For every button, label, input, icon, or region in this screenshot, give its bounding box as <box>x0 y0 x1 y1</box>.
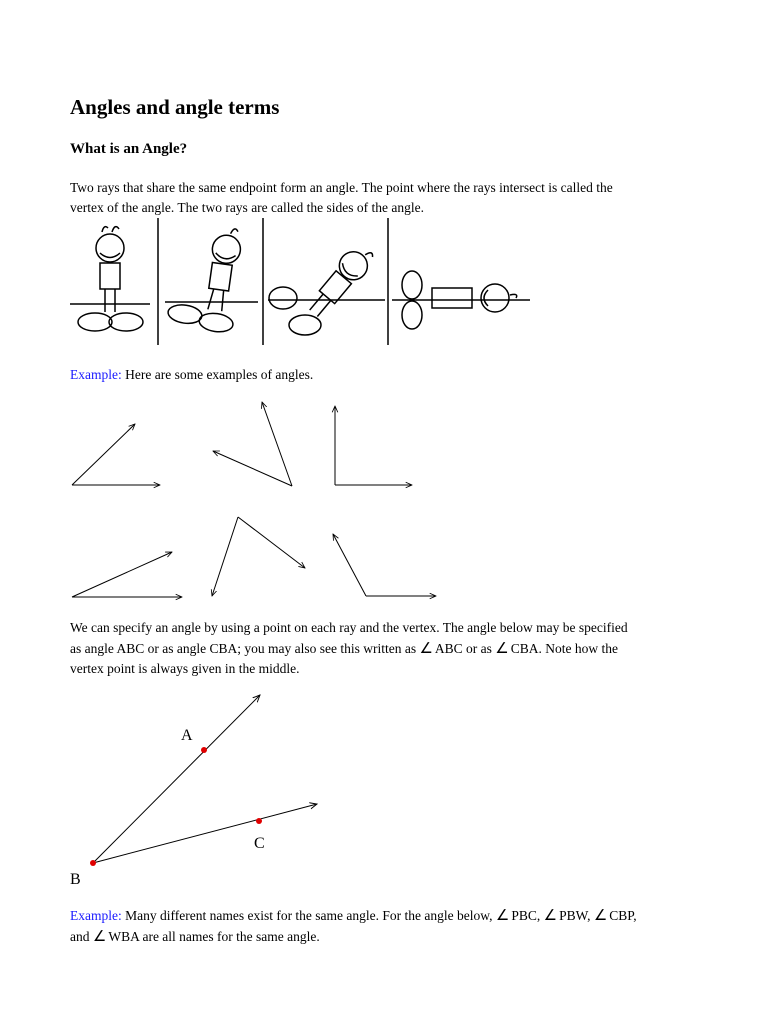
point-c <box>256 818 262 824</box>
intro-line: vertex of the angle. The two rays are called the sides of the angle. <box>70 200 424 215</box>
angle-icon: ∠ <box>92 927 107 945</box>
specify-paragraph: We can specify an angle by using a point on each ray and the vertex. The angle below may be specified as angle ABC or as angle CBA; you may also see this written as ∠ ABC or as ∠ CBA. Note how the vertex point is always given in the middle. <box>70 618 730 679</box>
label-b: B <box>70 871 81 888</box>
example-text: Here are some examples of angles. <box>121 367 314 382</box>
angle-icon: ∠ <box>593 906 608 924</box>
label-a: A <box>181 727 193 744</box>
angle-icon: ∠ <box>495 639 509 657</box>
ray-bc <box>93 804 317 863</box>
point-a <box>201 747 207 753</box>
angle-icon: ∠ <box>419 639 433 657</box>
specify-line: We can specify an angle by using a point on each ray and the vertex. The angle below may be specified <box>70 620 628 635</box>
angle-icon: ∠ <box>543 906 558 924</box>
point-b-vertex <box>90 860 96 866</box>
intro-line: Two rays that share the same endpoint form an angle. The point where the rays intersect is called the <box>70 180 613 195</box>
section-heading: What is an Angle? <box>70 141 188 157</box>
example-label: Example: <box>70 908 122 923</box>
example-2-paragraph: Example: Many different names exist for the same angle. For the angle below, ∠ PBC, ∠ PBW, ∠ CBP, and ∠ WBA are all names for the same angle. <box>70 906 637 945</box>
example-label: Example: <box>70 367 122 382</box>
specify-line: vertex point is always given in the middle. <box>70 661 300 676</box>
angle-icon: ∠ <box>495 906 510 924</box>
label-c: C <box>254 835 265 852</box>
ray-ba <box>93 695 260 863</box>
page-title: Angles and angle terms <box>70 95 280 119</box>
specify-line: as angle ABC or as angle CBA; you may also see this written as <box>70 641 420 656</box>
